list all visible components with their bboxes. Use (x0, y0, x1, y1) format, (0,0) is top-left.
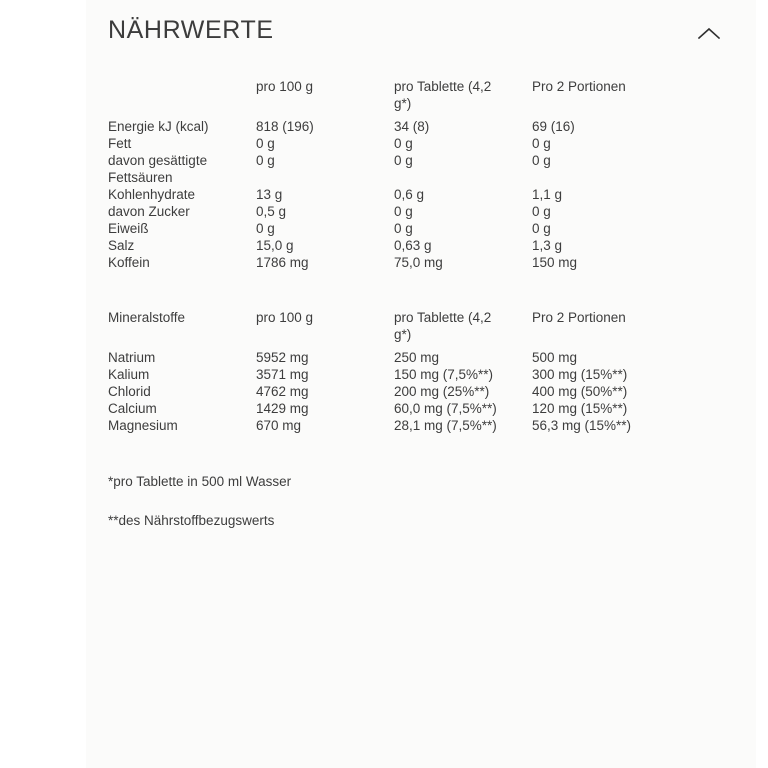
table-row (108, 237, 732, 254)
cell-per-2-portions: 400 mg (50%**) (532, 384, 628, 399)
table-row (108, 366, 732, 383)
row-label: davon Zucker (108, 204, 190, 219)
col-header-per-100g: pro 100 g (256, 79, 314, 94)
cell-per-2-portions: 1,1 g (532, 187, 563, 202)
row-label: Salz (108, 238, 135, 253)
cell-per-100g: 5952 mg (256, 350, 309, 365)
row-label: Energie kJ (kcal) (108, 119, 209, 134)
row-label: Fett (108, 136, 132, 151)
cell-per-2-portions: 0 g (532, 221, 551, 236)
table-row (108, 220, 732, 237)
row-label: davon gesättigte Fettsäuren (108, 153, 208, 185)
row-label: Chlorid (108, 384, 151, 399)
cell-per-100g: 670 mg (256, 418, 302, 433)
cell-per-tablet: 34 (8) (394, 119, 430, 134)
cell-per-tablet: 0,63 g (394, 238, 432, 253)
table-row (108, 400, 732, 417)
row-label: Calcium (108, 401, 157, 416)
table-row (108, 186, 732, 203)
footnotes (108, 474, 732, 528)
row-label: Kalium (108, 367, 150, 382)
col-header-per-2-portions: Pro 2 Portionen (532, 310, 626, 325)
cell-per-tablet: 0 g (394, 136, 413, 151)
table-header-row (108, 309, 732, 343)
cell-per-2-portions: 69 (16) (532, 119, 575, 134)
cell-per-100g: 0 g (256, 136, 275, 151)
table-row (108, 203, 732, 220)
cell-per-tablet: 150 mg (7,5%**) (394, 367, 494, 382)
cell-per-2-portions: 1,3 g (532, 238, 563, 253)
cell-per-tablet: 0 g (394, 221, 413, 236)
cell-per-2-portions: 300 mg (15%**) (532, 367, 628, 382)
cell-per-2-portions: 120 mg (15%**) (532, 401, 628, 416)
cell-per-2-portions: 0 g (532, 204, 551, 219)
cell-per-tablet: 75,0 mg (394, 255, 443, 270)
nutrition-content (86, 0, 756, 768)
cell-per-2-portions: 0 g (532, 153, 551, 168)
cell-per-100g: 0 g (256, 153, 275, 168)
col-header-per-2-portions: Pro 2 Portionen (532, 79, 626, 94)
col-header-blank (108, 78, 256, 112)
cell-per-tablet: 250 mg (394, 350, 440, 365)
table-row (108, 118, 732, 135)
right-margin (756, 0, 768, 768)
table-row (108, 135, 732, 152)
table-row (108, 254, 732, 271)
cell-per-tablet: 200 mg (25%**) (394, 384, 490, 399)
cell-per-100g: 4762 mg (256, 384, 309, 399)
footnote-nrv: **des Nährstoffbezugswerts (108, 513, 275, 528)
row-label: Magnesium (108, 418, 178, 433)
left-margin (0, 0, 86, 768)
nutrition-table-main (108, 78, 732, 271)
cell-per-100g: 0,5 g (256, 204, 287, 219)
cell-per-100g: 0 g (256, 221, 275, 236)
cell-per-tablet: 0 g (394, 204, 413, 219)
page-title: NÄHRWERTE (108, 16, 274, 44)
cell-per-2-portions: 0 g (532, 136, 551, 151)
section-header[interactable] (108, 0, 732, 48)
nutrition-table-minerals (108, 309, 732, 434)
col-header-per-100g: pro 100 g (256, 310, 314, 325)
cell-per-100g: 1429 mg (256, 401, 309, 416)
cell-per-tablet: 60,0 mg (7,5%**) (394, 401, 497, 416)
col-header-per-tablet: pro Tablette (4,2 g*) (394, 79, 492, 111)
cell-per-100g: 15,0 g (256, 238, 294, 253)
table-header-row (108, 78, 732, 112)
footnote-tablet: *pro Tablette in 500 ml Wasser (108, 474, 292, 489)
row-label: Koffein (108, 255, 150, 270)
table-row (108, 383, 732, 400)
cell-per-tablet: 0 g (394, 153, 413, 168)
table-row (108, 349, 732, 366)
row-label: Eiweiß (108, 221, 149, 236)
table-row (108, 152, 732, 186)
cell-per-tablet: 28,1 mg (7,5%**) (394, 418, 497, 433)
cell-per-tablet: 0,6 g (394, 187, 425, 202)
chevron-up-icon[interactable] (694, 18, 724, 48)
cell-per-100g: 818 (196) (256, 119, 314, 134)
cell-per-100g: 1786 mg (256, 255, 309, 270)
row-label: Natrium (108, 350, 156, 365)
col-header-minerals: Mineralstoffe (108, 310, 186, 325)
cell-per-2-portions: 56,3 mg (15%**) (532, 418, 632, 433)
table-row (108, 417, 732, 434)
cell-per-100g: 3571 mg (256, 367, 309, 382)
cell-per-2-portions: 500 mg (532, 350, 578, 365)
row-label: Kohlenhydrate (108, 187, 196, 202)
cell-per-2-portions: 150 mg (532, 255, 578, 270)
col-header-per-tablet: pro Tablette (4,2 g*) (394, 310, 492, 342)
cell-per-100g: 13 g (256, 187, 283, 202)
